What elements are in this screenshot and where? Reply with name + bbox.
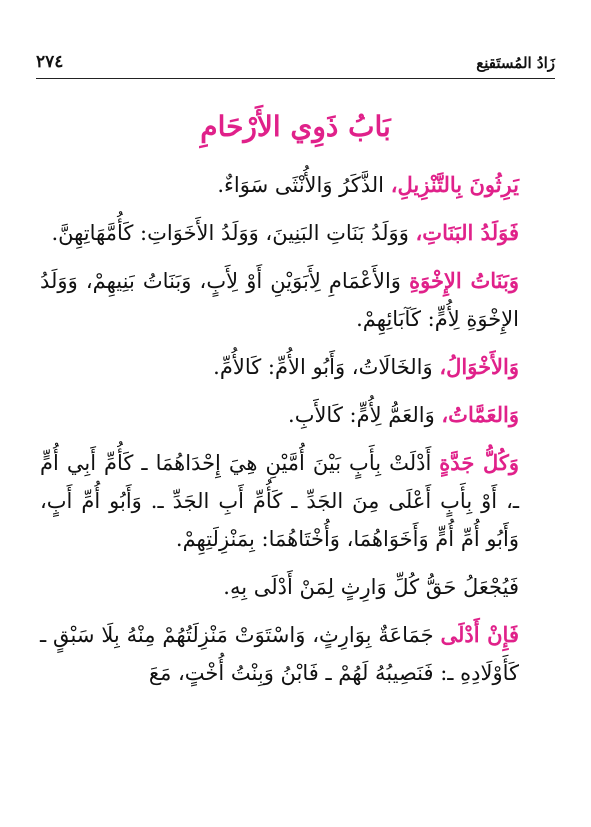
- paragraph-text: وَوَلَدُ بَنَاتِ البَنِينَ، وَوَلَدُ الأَخَوَاتِ: كَأُمَّهَاتِهِنَّ.: [51, 221, 416, 245]
- highlighted-phrase: يَرِثُونَ بِالتَّنْزِيلِ،: [390, 172, 519, 197]
- paragraph: [40, 396, 551, 434]
- highlighted-phrase: فَوَلَدُ البَنَاتِ،: [415, 220, 519, 245]
- paragraph: [40, 166, 551, 204]
- paragraph-text: جَمَاعَةٌ بِوَارِثٍ، وَاسْتَوَتْ مَنْزِلَتُهُمْ مِنْهُ بِلَا سَبْقٍ ـ كَأَوْلَادِهِ ـ: فَنَصِيبُهُ لَهُمْ ـ فَابْنُ وَبِنْتُ أُخْتٍ، مَعَ: [40, 623, 519, 685]
- highlighted-phrase: وَكُلُّ جَدَّةٍ: [439, 450, 519, 475]
- paragraph: [40, 568, 551, 606]
- highlighted-phrase: وَالأَخْوَالُ،: [439, 354, 519, 379]
- body-text: [40, 166, 551, 702]
- paragraph-text: وَالعَمُّ لِأُمٍّ: كَالأَبِ.: [288, 403, 442, 427]
- running-header: [36, 52, 555, 79]
- paragraph-text: وَالأَعْمَامِ لِأَبَوَيْنِ أَوْ لِأَبٍ، وَبَنَاتُ بَنِيهِمْ، وَوَلَدُ الإِخْوَةِ لِأُمٍّ: كَآبَائِهِمْ.: [40, 269, 519, 331]
- paragraph: [40, 348, 551, 386]
- paragraph-text: فَيُجْعَلُ حَقُّ كُلِّ وَارِثٍ لِمَنْ أَدْلَى بِهِ.: [223, 575, 519, 599]
- highlighted-phrase: فَإِنْ أَدْلَى: [440, 622, 519, 647]
- paragraph: [40, 444, 551, 558]
- paragraph-text: وَالخَالَاتُ، وَأَبُو الأُمِّ: كَالأُمِّ.: [213, 355, 440, 379]
- paragraph-text: أَدْلَتْ بِأَبٍ بَيْنَ أُمَّيْنِ هِيَ إِحْدَاهُمَا ـ كَأُمِّ أَبِي أُمٍّ ـ، أَوْ بِأَبٍ أَعْلَى مِنَ الجَدِّ ـ كَأُمِّ أَبِ الجَدِّ ـ. وَأَبُو أُمِّ أَبٍ، وَأَبُو أُمِّ أُمٍّ وَأَخَوَاهُمَا، وَأُخْتَاهُمَا: بِمَنْزِلَتِهِمْ.: [40, 451, 519, 551]
- paragraph: [40, 214, 551, 252]
- paragraph: [40, 616, 551, 692]
- paragraph-text: الذَّكَرُ وَالأُنْثَى سَوَاءٌ.: [217, 173, 391, 197]
- highlighted-phrase: وَبَنَاتُ الإِخْوَةِ: [409, 268, 519, 293]
- chapter-title: بَابُ ذَوِي الأَرْحَامِ: [200, 110, 391, 143]
- page-number: ٢٧٤: [36, 52, 64, 72]
- highlighted-phrase: وَالعَمَّاتُ،: [441, 402, 519, 427]
- book-title: زَادُ المُستَقنِع: [476, 54, 555, 72]
- paragraph: [40, 262, 551, 338]
